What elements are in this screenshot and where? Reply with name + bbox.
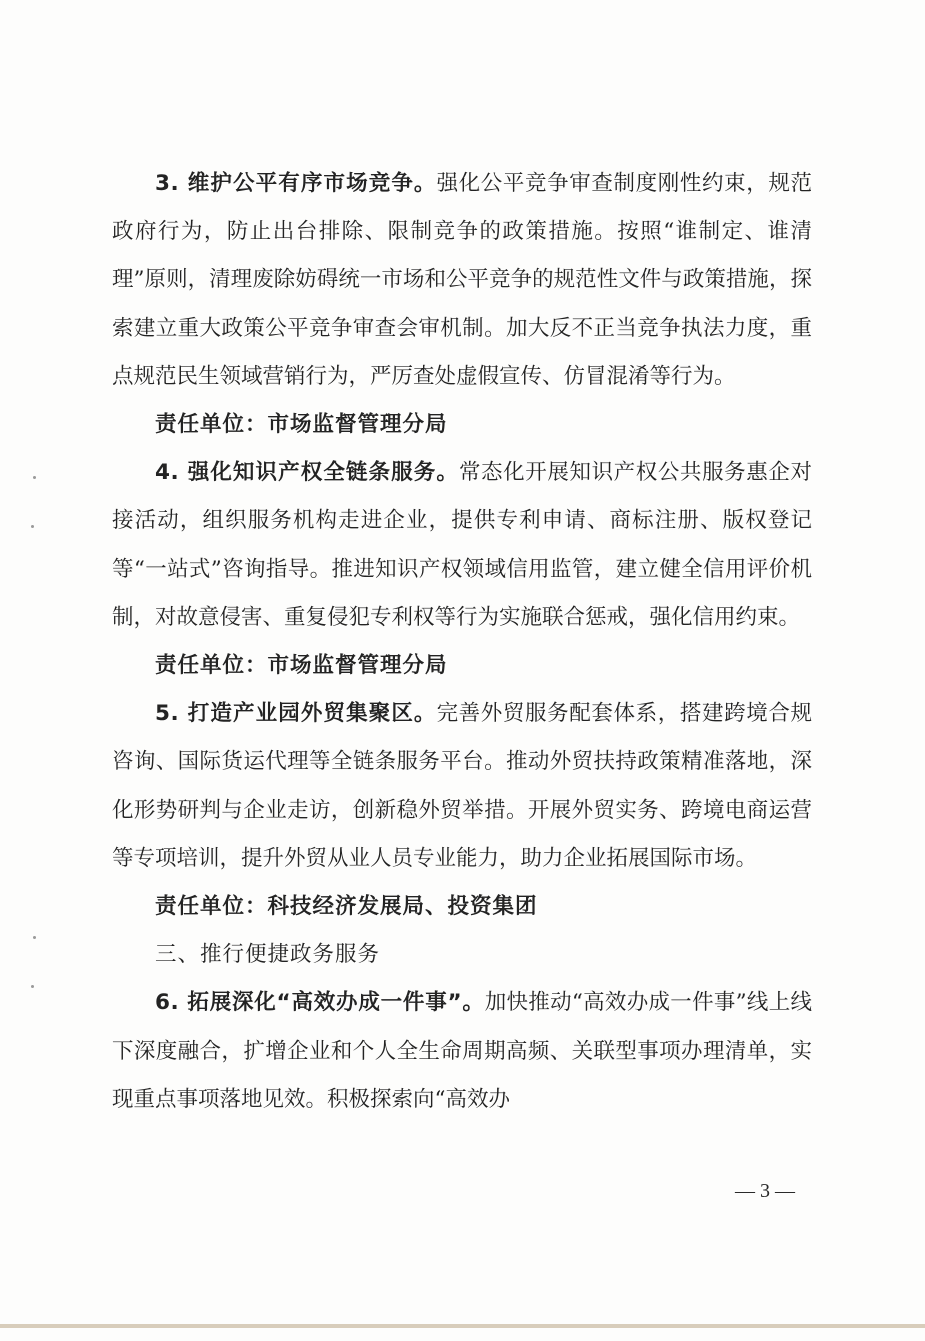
- scan-mark: [33, 936, 36, 939]
- responsible-unit: 责任单位：市场监督管理分局: [155, 412, 448, 438]
- scan-mark: [33, 476, 36, 479]
- scan-mark: [31, 985, 34, 988]
- paragraph-item-6: [112, 979, 812, 1124]
- document-body: [112, 160, 812, 1124]
- item-title: 4. 强化知识产权全链条服务。: [155, 460, 459, 486]
- item-body: 常态化开展知识产权公共服务惠企对接活动，组织服务机构走进企业，提供专利申请、商标注册、版权登记等“一站式”咨询指导。推进知识产权领域信用监管，建立健全信用评价机制，对故意侵害、重复侵犯专利权等行为实施联合惩戒，强化信用约束。: [112, 460, 812, 630]
- paragraph-item-4: [112, 449, 812, 642]
- item-title: 3. 维护公平有序市场竞争。: [155, 171, 437, 196]
- responsible-unit: 责任单位：科技经济发展局、投资集团: [155, 894, 538, 920]
- page-number: — 3 —: [735, 1180, 795, 1202]
- item-body: 完善外贸服务配套体系，搭建跨境合规咨询、国际货运代理等全链条服务平台。推动外贸扶持政策精准落地，深化形势研判与企业走访，创新稳外贸举措。开展外贸实务、跨境电商运营等专项培训，提升外贸从业人员专业能力，助力企业拓展国际市场。: [112, 701, 812, 871]
- scan-mark: [31, 525, 34, 528]
- paragraph-item-3: [112, 160, 812, 401]
- item-body: 加快推动“高效办成一件事”线上线下深度融合，扩增企业和个人全生命周期高频、关联型事项办理清单，实现重点事项落地见效。积极探索向“高效办: [112, 990, 813, 1112]
- paragraph-item-5: [112, 690, 812, 883]
- scan-edge: [0, 1324, 925, 1328]
- section-heading: 三、推行便捷政务服务: [155, 942, 381, 968]
- item-body: 强化公平竞争审查制度刚性约束，规范政府行为，防止出台排除、限制竞争的政策措施。按照“谁制定、谁清理”原则，清理废除妨碍统一市场和公平竞争的规范性文件与政策措施，探索建立重大政策公平竞争审查会审机制。加大反不正当竞争执法力度，重点规范民生领域营销行为，严厉查处虚假宣传、仿冒混淆等行为。: [112, 171, 812, 389]
- item-title: 5. 打造产业园外贸集聚区。: [155, 701, 437, 727]
- item-title: 6. 拓展深化“高效办成一件事”。: [155, 990, 485, 1016]
- responsible-unit: 责任单位：市场监督管理分局: [155, 653, 448, 679]
